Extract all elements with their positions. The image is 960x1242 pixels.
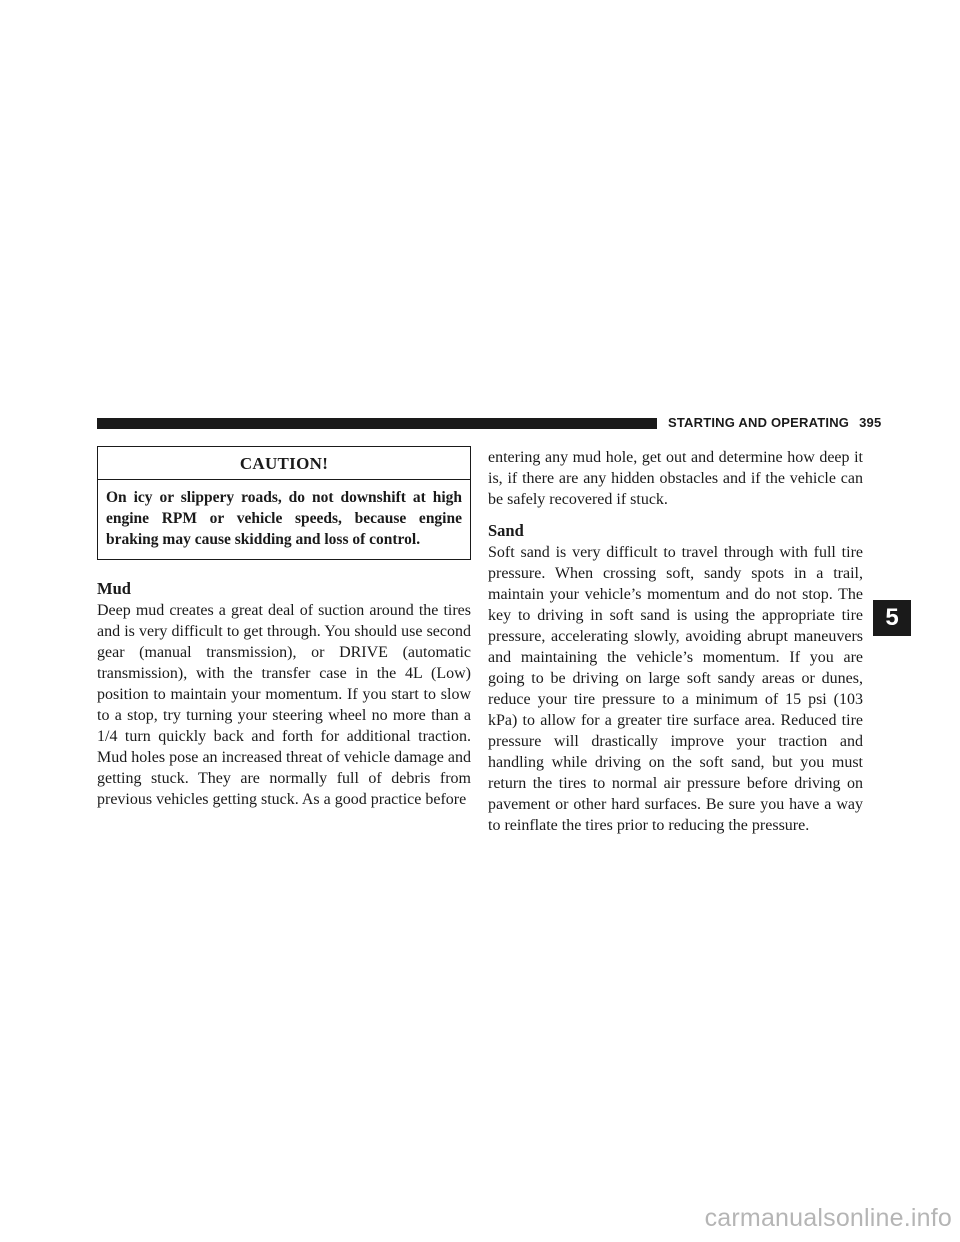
running-head [668,415,881,431]
caution-box [97,446,471,560]
left-column [97,446,471,810]
watermark: carmanualsonline.info [704,1204,952,1232]
page-number: 395 [859,415,882,430]
header-rule [97,418,657,429]
section-title: STARTING AND OPERATING [668,415,850,430]
mud-paragraph: Deep mud creates a great deal of suction around the tires and is very difficult to get through. You should use second gear (manual transmission), or DRIVE (automatic transmission), with the transfer case in the 4L (Low) position to maintain your momentum. If you start to slow to a stop, try turning your steering wheel no more than a 1/4 turn quickly back and forth for additional traction. Mud holes pose an increased threat of vehicle damage and getting stuck. They are normally full of debris from previous vehicles getting stuck. As a good practice before [97,602,471,808]
right-column [488,447,863,836]
chapter-tab: 5 [873,600,911,636]
caution-title: CAUTION! [98,447,470,480]
sand-heading: Sand [488,521,524,540]
mud-paragraph-continued: entering any mud hole, get out and determine how deep it is, if there are any hidden obstacles and if the vehicle can be safely recovered if stuck. [488,449,863,508]
sand-paragraph: Soft sand is very difficult to travel through with full tire pressure. When crossing soft, sandy spots in a trail, maintain your vehicle’s momentum and do not stop. The key to driving in soft sand is using the appropriate tire pressure, accelerating slowly, avoiding abrupt maneuvers and maintaining the vehicle’s momentum. If you are going to be driving on large soft sandy areas or dunes, reduce your tire pressure to a minimum of 15 psi (103 kPa) to allow for a greater tire surface area. Reduced tire pressure will drastically improve your traction and handling while driving on the soft sand, but you must return the tires to normal air pressure before driving on pavement or other hard surfaces. Be sure you have a way to reinflate the tires prior to reducing the pressure. [488,544,863,834]
mud-heading: Mud [97,579,131,598]
caution-text: On icy or slippery roads, do not downshift at high engine RPM or vehicle speeds, because engine braking may cause skidding and loss of control. [106,489,462,548]
